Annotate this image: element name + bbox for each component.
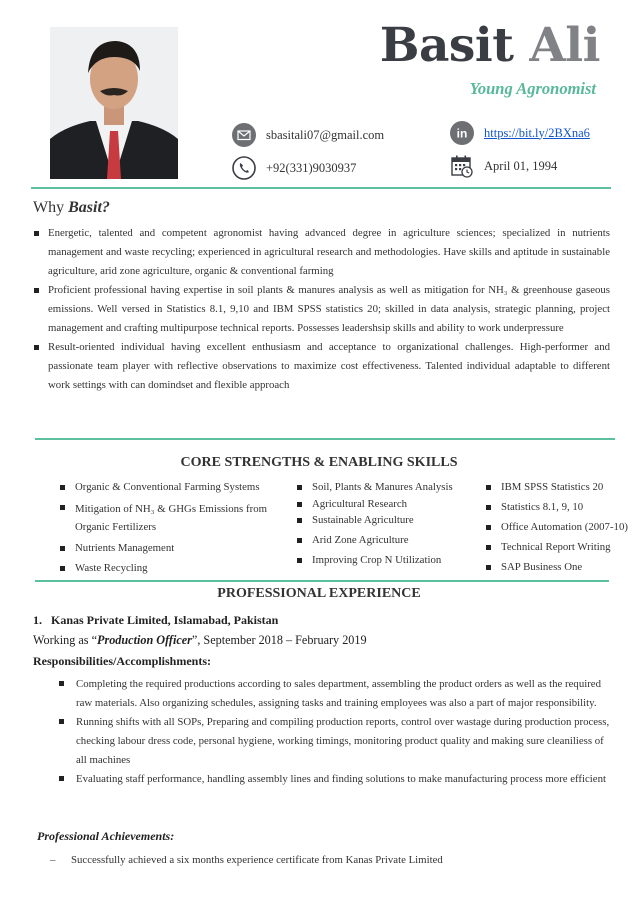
achievements-list	[50, 852, 443, 868]
list-item: Office Automation (2007-10)	[483, 520, 633, 535]
list-item: Agricultural Research	[294, 497, 454, 512]
envelope-icon	[232, 123, 256, 147]
last-name: Ali	[529, 18, 600, 73]
list-item: Soil, Plants & Manures Analysis	[294, 480, 454, 495]
list-item: Waste Recycling	[57, 561, 267, 576]
phone-text: +92(331)9030937	[266, 160, 357, 175]
list-item: Running shifts with all SOPs, Preparing and compiling production reports, control over wastage during production process, checking labour dress code, personal hygiene, working timings, monitoring product quality and making sure cleaniliess of all machines	[58, 713, 610, 770]
list-item: Proficient professional having expertise in soil plants & manures analysis as well as mitigation for NH₃ & greenhouse gaseous emissions. Well versed in Statistics 8.1, 9,10 and IBM SPSS statistics 20; skilled in data analysis, strategic planning, project management and crafting multipurpose technical reports. Possesses leadershsip skills and ability to work underpressure	[33, 281, 610, 338]
skills-column-1	[57, 480, 267, 576]
contact-dob	[450, 154, 557, 178]
list-item: – Successfully achieved a six months experience certificate from Kanas Private Limited	[50, 852, 443, 868]
dob-text: April 01, 1994	[484, 158, 558, 173]
list-item: Statistics 8.1, 9, 10	[483, 500, 633, 515]
list-item: Improving Crop N Utilization	[294, 553, 454, 568]
why-divider	[35, 438, 615, 440]
skills-divider	[35, 580, 609, 582]
list-item: Arid Zone Agriculture	[294, 533, 454, 548]
linkedin-icon	[450, 121, 474, 145]
responsibilities-list	[58, 675, 610, 789]
contact-email	[232, 123, 384, 147]
list-item: SAP Business One	[483, 560, 633, 575]
experience-title: PROFESSIONAL EXPERIENCE	[217, 586, 421, 601]
list-item: Organic & Conventional Farming Systems	[57, 480, 267, 495]
list-item: Evaluating staff performance, handling assembly lines and finding solutions to make manufacturing process more efficient	[58, 770, 610, 789]
achievements-title: Professional Achievements:	[37, 829, 175, 843]
list-item: Technical Report Writing	[483, 540, 633, 555]
profile-photo	[50, 27, 178, 179]
list-item: Energetic, talented and competent agronomist having advanced degree in agriculture sciences; specialized in nutrients management and waste recycling; experienced in agricultural research and methodologies. Have skills and aptitude in sustainable agriculture, arid zone agriculture, organic & conventional farming	[33, 224, 610, 281]
phone-icon	[232, 156, 256, 180]
linkedin-link[interactable]: https://bit.ly/2BXna6	[484, 125, 590, 140]
header-divider	[31, 187, 611, 189]
calendar-icon	[450, 154, 474, 178]
list-item: Sustainable Agriculture	[294, 513, 454, 528]
position-line: Working as “Production Officer”, September 2018 – February 2019	[33, 633, 367, 647]
contact-linkedin	[450, 121, 590, 145]
why-list	[33, 224, 610, 395]
list-item: Result-oriented individual having excellent enthusiasm and acceptance to organizational challenges. High-performer and passionate team player with reflective observations to maximize cost effectiveness. Talented individual adaptable to different work settings with can domindset and flexible approach	[33, 338, 610, 395]
skills-title: CORE STRENGTHS & ENABLING SKILLS	[180, 455, 458, 470]
skills-column-3	[483, 480, 633, 575]
contact-phone	[232, 156, 356, 180]
list-item: Nutrients Management	[57, 541, 267, 556]
why-section-title: Why Basit?	[33, 199, 110, 216]
first-name: Basit	[379, 18, 514, 73]
job-title: Young Agronomist	[469, 79, 596, 98]
svg-text:in: in	[456, 126, 468, 141]
company-name: 1. Kanas Private Limited, Islamabad, Pakistan	[33, 613, 279, 627]
candidate-name	[379, 18, 600, 73]
list-item: Completing the required productions according to sales department, assembling the product orders as well as the required raw materials. Also organizing schedules, assigning tasks and training employees was also a part of major responsibility.	[58, 675, 610, 713]
position-title: Production Officer	[97, 633, 192, 647]
list-item: Mitigation of NH₃ & GHGs Emissions from Organic Fertilizers	[57, 500, 267, 536]
list-item: IBM SPSS Statistics 20	[483, 480, 633, 495]
skills-column-2	[294, 480, 454, 568]
email-text: sbasitali07@gmail.com	[266, 127, 385, 142]
responsibilities-title: Responsibilities/Accomplishments:	[33, 654, 212, 668]
